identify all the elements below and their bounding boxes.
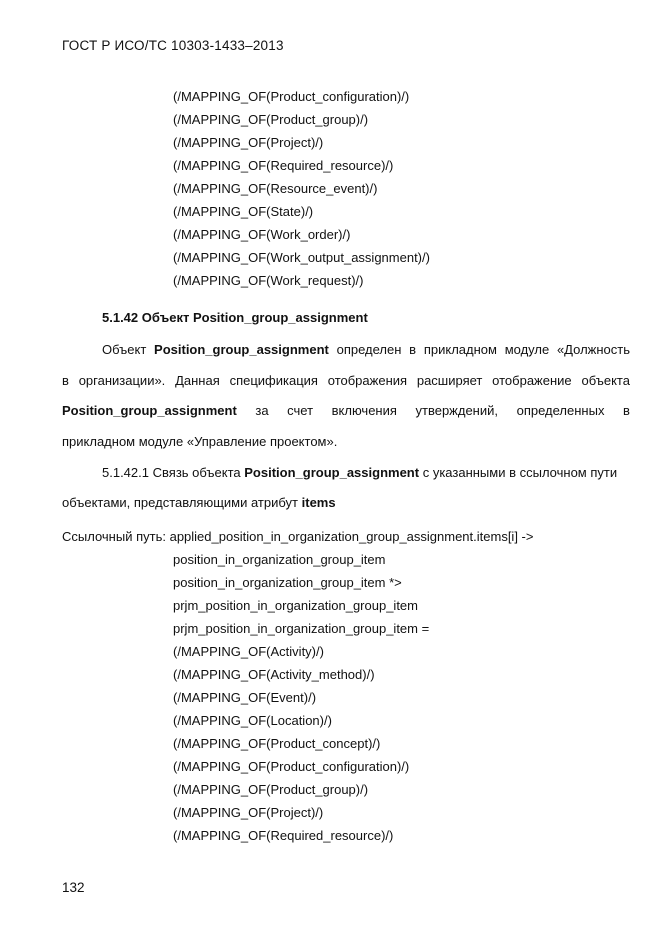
paragraph-line: прикладном модуле «Управление проектом». (62, 434, 338, 449)
text: расширяет (416, 373, 483, 388)
entity-name: Position_group_assignment (62, 403, 237, 418)
text: отображение (492, 373, 572, 388)
text: определен (336, 342, 402, 357)
path-first-line: applied_position_in_organization_group_assignment.items[i] -> (169, 529, 534, 544)
section-title-entity: Position_group_assignment (192, 310, 368, 325)
text: объекта (581, 373, 630, 388)
mapping-line: (/MAPPING_OF(State)/) (173, 204, 314, 219)
text: в (409, 342, 417, 357)
path-line: prjm_position_in_organization_group_item (173, 598, 418, 613)
text: Данная (175, 373, 220, 388)
text: спецификация (229, 373, 318, 388)
path-line: position_in_organization_group_item *> (173, 575, 402, 590)
path-line: position_in_organization_group_item (173, 552, 386, 567)
paragraph-line (62, 403, 630, 419)
section-number: 5.1.42 (102, 310, 139, 325)
text: отображения (327, 373, 408, 388)
entity-name: Position_group_assignment (154, 342, 329, 357)
text: в (62, 373, 69, 388)
page-number: 132 (62, 880, 85, 895)
subsection-line (62, 495, 630, 511)
text: за (255, 403, 269, 418)
subsection-heading (102, 465, 630, 481)
mapping-line: (/MAPPING_OF(Resource_event)/) (173, 181, 378, 196)
subsection-number: 5.1.42.1 (102, 465, 149, 480)
text: организации». (78, 373, 166, 388)
text: утверждений, (415, 403, 499, 418)
path-line: (/MAPPING_OF(Activity_method)/) (173, 667, 375, 682)
text: Связь объекта (152, 465, 241, 480)
entity-name: Position_group_assignment (244, 465, 420, 480)
mapping-line: (/MAPPING_OF(Product_group)/) (173, 112, 369, 127)
mapping-line: (/MAPPING_OF(Required_resource)/) (173, 158, 394, 173)
text: «Должность (556, 342, 630, 357)
path-line: (/MAPPING_OF(Event)/) (173, 690, 317, 705)
path-line: (/MAPPING_OF(Activity)/) (173, 644, 324, 659)
page-header: ГОСТ Р ИСО/ТС 10303-1433–2013 (62, 38, 284, 53)
text: счет (287, 403, 314, 418)
text: Объект (102, 342, 147, 357)
mapping-line: (/MAPPING_OF(Work_order)/) (173, 227, 351, 242)
text: определенных (516, 403, 605, 418)
section-title-prefix: Объект (141, 310, 190, 325)
paragraph-line (102, 342, 630, 358)
text: в (623, 403, 630, 418)
text: модуле (504, 342, 550, 357)
path-label-text: Ссылочный путь: (62, 529, 166, 544)
mapping-line: (/MAPPING_OF(Work_output_assignment)/) (173, 250, 430, 265)
reference-path-label (62, 529, 533, 545)
text: включения (331, 403, 397, 418)
path-line: (/MAPPING_OF(Project)/) (173, 805, 324, 820)
text: прикладном (423, 342, 497, 357)
mapping-line: (/MAPPING_OF(Product_configuration)/) (173, 89, 410, 104)
path-line: (/MAPPING_OF(Required_resource)/) (173, 828, 394, 843)
path-line: (/MAPPING_OF(Product_group)/) (173, 782, 369, 797)
attribute-name: items (301, 495, 336, 510)
path-line: (/MAPPING_OF(Product_configuration)/) (173, 759, 410, 774)
text: объектами, представляющими атрибут (62, 495, 298, 510)
mapping-line: (/MAPPING_OF(Project)/) (173, 135, 324, 150)
path-line: (/MAPPING_OF(Location)/) (173, 713, 332, 728)
text: с указанными в ссылочном пути (422, 465, 618, 480)
section-heading (102, 310, 368, 325)
path-line: prjm_position_in_organization_group_item = (173, 621, 430, 636)
paragraph-line (62, 373, 630, 389)
mapping-line: (/MAPPING_OF(Work_request)/) (173, 273, 364, 288)
path-line: (/MAPPING_OF(Product_concept)/) (173, 736, 381, 751)
